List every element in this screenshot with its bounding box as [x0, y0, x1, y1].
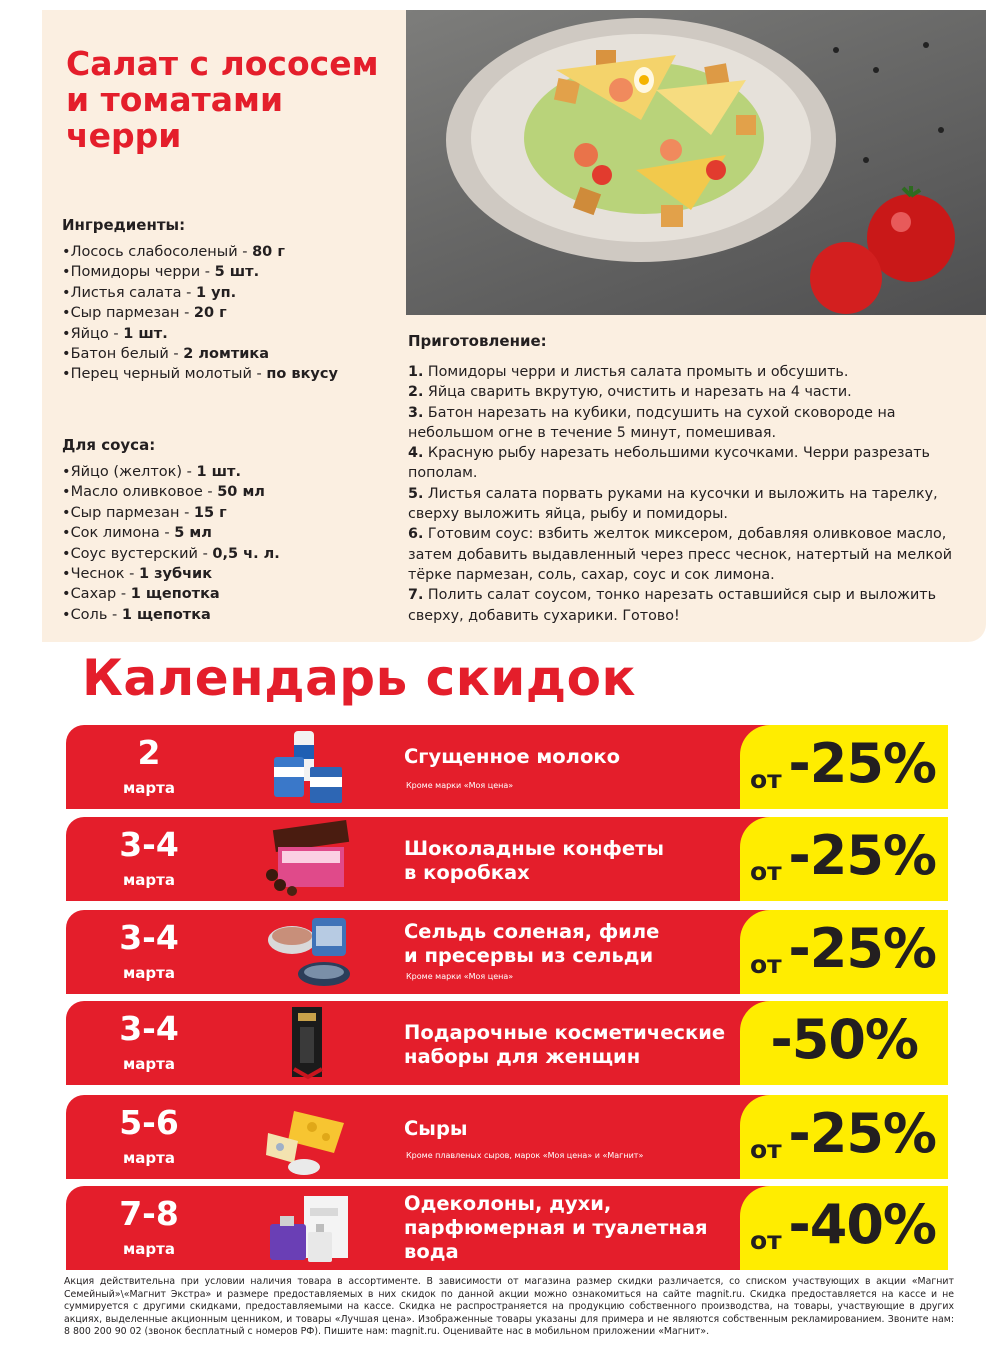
- ingredient-item: •Листья салата - 1 уп.: [62, 284, 237, 301]
- cheese-image: [264, 1097, 354, 1177]
- salad-photo: [406, 10, 986, 315]
- step-item: 6. Готовим соус: взбить желток миксером, добавляя оливковое масло, затем добавить выдавленный через пресс чеснок, натертый на мелкой тёрке пармезан, соль, сахар, соус и сок лимона.: [408, 526, 953, 583]
- product-name: Сыры: [404, 1117, 468, 1140]
- discount-prefix: от: [750, 857, 782, 886]
- discount-value: -40%: [788, 1193, 936, 1256]
- discount-row: [66, 1095, 948, 1179]
- condensed-milk-image: [264, 727, 354, 807]
- discount-month: марта: [123, 1240, 175, 1258]
- discount-value: -25%: [788, 1102, 936, 1165]
- ingredients-list: [62, 242, 338, 385]
- ingredient-item: •Батон белый - 2 ломтика: [62, 346, 270, 363]
- product-name: Подарочные косметические наборы для женщин: [404, 1021, 726, 1068]
- discount-prefix: от: [750, 950, 782, 979]
- discount-date: 5-6: [119, 1103, 179, 1142]
- discount-badge: [740, 725, 948, 809]
- ingredient-item: •Лосось слабосоленый - 80 г: [62, 244, 285, 260]
- discount-row: [66, 817, 948, 901]
- discount-value: -25%: [788, 732, 936, 795]
- discount-month: марта: [123, 871, 175, 889]
- sauce-item: •Соус вустерский - 0,5 ч. л.: [62, 545, 280, 562]
- step-item: 1. Помидоры черри и листья салата промыть и обсушить.: [408, 364, 849, 380]
- discount-month: марта: [123, 779, 175, 797]
- chocolate-box-image: [264, 819, 354, 899]
- discount-date: 3-4: [119, 1009, 179, 1048]
- cosmetic-set-image: [264, 1003, 354, 1083]
- discount-badge: [740, 1001, 948, 1085]
- sauce-heading: Для соуса:: [62, 436, 156, 454]
- perfume-image: [264, 1188, 354, 1268]
- sauce-item: •Сыр пармезан - 15 г: [62, 504, 227, 521]
- discount-prefix: от: [750, 1226, 782, 1255]
- product-name: Одеколоны, духи, парфюмерная и туалетная вода: [404, 1192, 708, 1263]
- discount-date: 3-4: [119, 918, 179, 957]
- product-name: Сельдь соленая, филе и пресервы из сельди: [404, 920, 660, 967]
- discount-date: 2: [137, 733, 161, 772]
- discount-badge: [740, 817, 948, 901]
- ingredients-heading: Ингредиенты:: [62, 216, 186, 234]
- discount-row: [66, 910, 948, 994]
- ingredient-item: •Сыр пармезан - 20 г: [62, 305, 227, 322]
- discount-date: 3-4: [119, 825, 179, 864]
- product-name: Сгущенное молоко: [404, 745, 620, 768]
- sauce-item: •Чеснок - 1 зубчик: [62, 566, 213, 583]
- steps-heading: Приготовление:: [408, 332, 547, 350]
- step-item: 4. Красную рыбу нарезать небольшими кусочками. Черри разрезать пополам.: [408, 445, 930, 482]
- sauce-item: •Масло оливковое - 50 мл: [62, 484, 265, 501]
- sauce-item: •Сок лимона - 5 мл: [62, 525, 212, 542]
- discount-value: -50%: [770, 1008, 918, 1071]
- discount-row: [66, 725, 948, 809]
- recipe-card: [42, 10, 986, 642]
- sauce-list: [62, 462, 280, 625]
- discount-date: 7-8: [119, 1194, 179, 1233]
- sauce-item: •Яйцо (желток) - 1 шт.: [62, 464, 241, 480]
- discount-row: [66, 1001, 948, 1085]
- discount-month: марта: [123, 964, 175, 982]
- calendar-title: Календарь скидок: [82, 649, 636, 707]
- discount-badge: [740, 1186, 948, 1270]
- ingredient-item: •Помидоры черри - 5 шт.: [62, 264, 260, 281]
- discount-month: марта: [123, 1149, 175, 1167]
- recipe-title-line: Салат с лососем: [66, 44, 379, 83]
- discount-prefix: от: [750, 765, 782, 794]
- step-item: 5. Листья салата порвать руками на кусочки и выложить на тарелку, сверху выложить яйца, рыбу и помидоры.: [408, 485, 938, 523]
- sauce-item: •Сахар - 1 щепотка: [62, 586, 220, 603]
- discount-value: -25%: [788, 917, 936, 980]
- step-item: 3. Батон нарезать на кубики, подсушить на сухой сковороде на небольшом огне в течение 5 минут, помешивая.: [408, 404, 896, 441]
- ingredient-item: •Перец черный молотый - по вкусу: [62, 366, 338, 383]
- discount-badge: [740, 1095, 948, 1179]
- ingredient-item: •Яйцо - 1 шт.: [62, 325, 168, 342]
- product-note: Кроме плавленых сыров, марок «Моя цена» и «Магнит»: [406, 1151, 644, 1160]
- product-note: Кроме марки «Моя цена»: [406, 781, 514, 790]
- discount-value: -25%: [788, 824, 936, 887]
- step-item: 7. Полить салат соусом, тонко нарезать оставшийся сыр и выложить сверху, добавить сухарики. Готово!: [408, 587, 937, 624]
- discount-prefix: от: [750, 1135, 782, 1164]
- recipe-title: [66, 46, 406, 154]
- sauce-item: •Соль - 1 щепотка: [62, 606, 211, 623]
- discount-row: [66, 1186, 948, 1270]
- discount-badge: [740, 910, 948, 994]
- step-item: 2. Яйца сварить вкрутую, очистить и нарезать на 4 части.: [408, 384, 852, 401]
- recipe-title-line: черри: [66, 116, 182, 155]
- herring-image: [264, 912, 354, 992]
- discount-month: марта: [123, 1055, 175, 1073]
- legal-footer: Акция действительна при условии наличия товара в ассортименте. В зависимости от магазина размер скидки различается, со списком участвующих в акции «Магнит Семейный»\«Магнит Экстра» и размере предоставляемых в них скидок по данной акции можно ознакомиться на сайте magnit.ru. Скидка предоставляется на кассе и не суммируется с другими скидками, предоставляемыми на кассе. Скидка не распространяется на продукцию собственного производства, на товары, участвующие в других акциях, выделенные акционным ценником, и товары «Лучшая цена». Изображенные товары указаны для примера и не являются собственным рекламированием. Звоните нам: 8 800 200 90 02 (звонок бесплатный с номеров РФ). Пишите нам: magnit.ru. Оценивайте нас в мобильном приложении «Магнит».: [64, 1276, 954, 1338]
- steps-list: [408, 362, 968, 626]
- salad-plate-illustration: [406, 10, 986, 315]
- recipe-title-line: и томатами: [66, 80, 284, 119]
- product-name: Шоколадные конфеты в коробках: [404, 837, 665, 884]
- product-note: Кроме марки «Моя цена»: [406, 972, 514, 981]
